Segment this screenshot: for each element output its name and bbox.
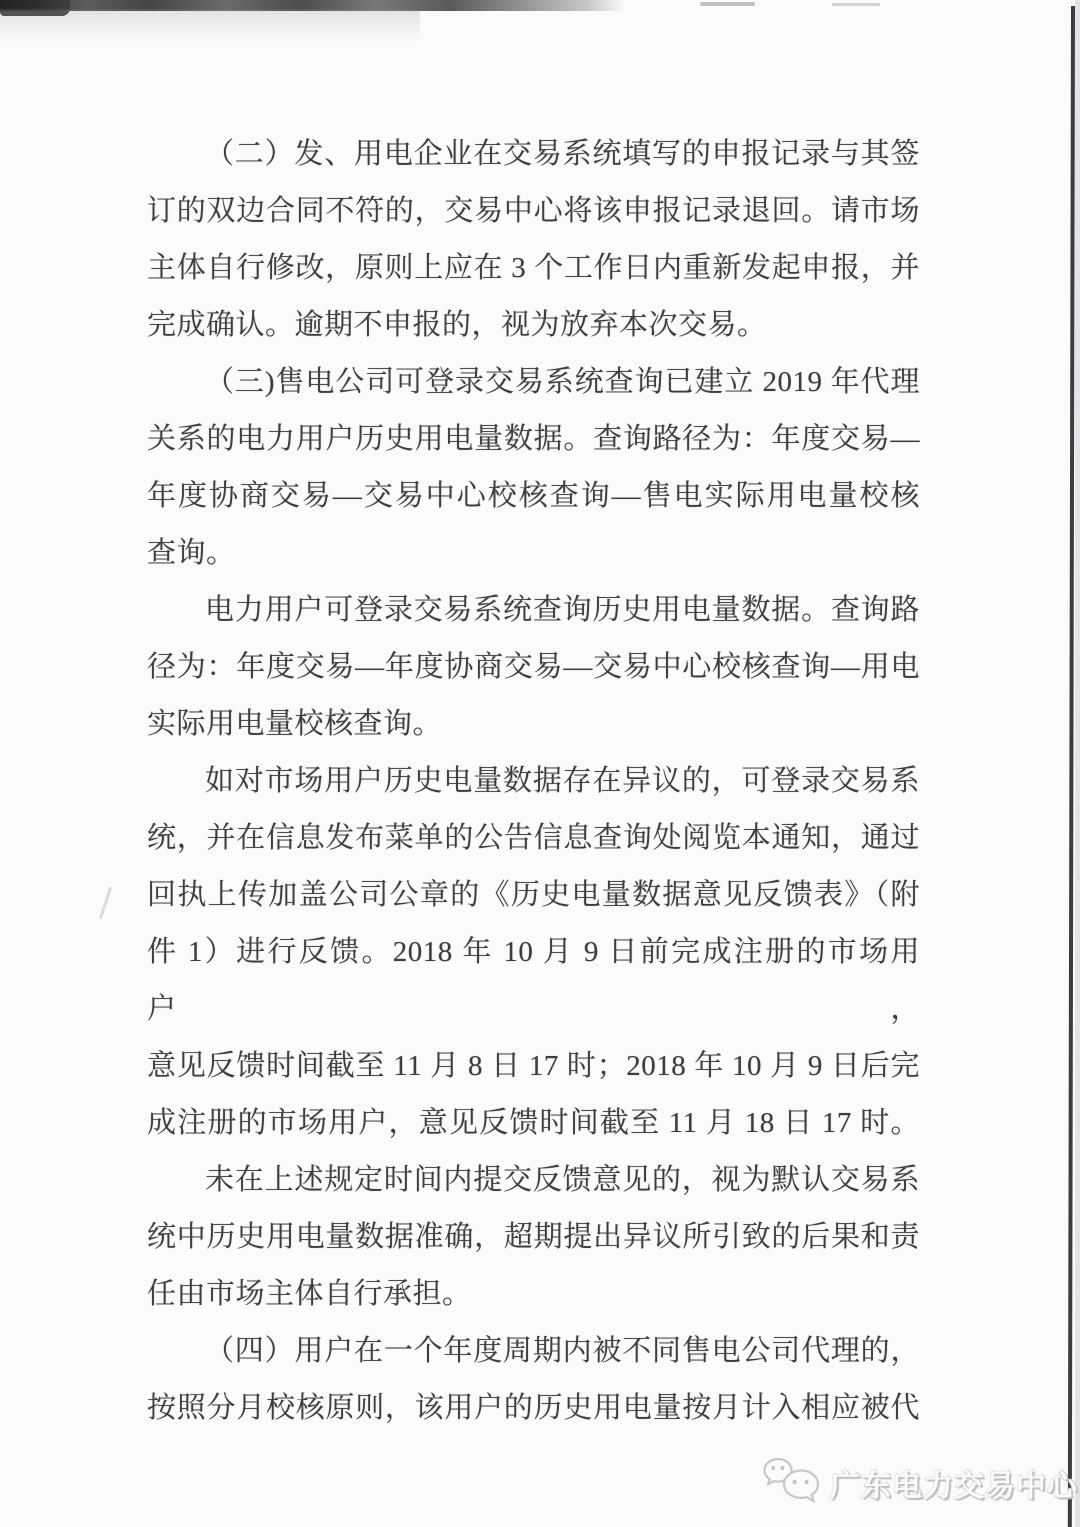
text-line: 任由市场主体自行承担。	[147, 1278, 472, 1310]
text-line: 订的双边合同不符的，交易中心将该申报记录退回。请市场	[147, 195, 920, 227]
text-line: 年度协商交易—交易中心校核查询—售电实际用电量校核	[147, 480, 920, 512]
text-line: （三)售电公司可登录交易系统查询已建立 2019 年代理	[205, 366, 920, 398]
text-line: 意见反馈时间截至 11 月 8 日 17 时；2018 年 10 月 9 日后完	[147, 1050, 920, 1082]
text-line: 统，并在信息发布菜单的公告信息查询处阅览本通知，通过	[147, 822, 920, 854]
text-line: 径为：年度交易—年度协商交易—交易中心校核查询—用电	[147, 651, 920, 683]
scan-smudge-wash	[0, 9, 420, 43]
text-line: 如对市场用户历史电量数据存在异议的，可登录交易系	[205, 765, 920, 797]
text-line: 未在上述规定时间内提交反馈意见的，视为默认交易系	[205, 1164, 920, 1196]
scan-smudge-fragment	[700, 2, 755, 6]
text-line: 统中历史用电量数据准确，超期提出异议所引致的后果和责	[147, 1221, 920, 1253]
footer-watermark	[762, 1455, 1078, 1511]
text-line: 按照分月校核原则，该用户的历史用电量按月计入相应被代	[147, 1392, 920, 1424]
text-line: （四）用户在一个年度周期内被不同售电公司代理的，	[205, 1335, 920, 1367]
scan-edge-strip	[1075, 0, 1080, 1527]
page-edge-line	[1068, 6, 1075, 1527]
document-body	[147, 126, 920, 1437]
text-line: 电力用户可登录交易系统查询历史用电量数据。查询路	[205, 594, 920, 626]
text-line: 查询。	[147, 537, 236, 569]
scan-smudge-fragment	[832, 3, 880, 6]
text-line: 完成确认。逾期不申报的，视为放弃本次交易。	[147, 309, 767, 341]
scan-margin-artifact	[99, 886, 112, 919]
text-line: 成注册的市场用户，意见反馈时间截至 11 月 18 日 17 时。	[147, 1107, 920, 1139]
wechat-icon	[762, 1456, 824, 1510]
text-line: 回执上传加盖公司公章的《历史电量数据意见反馈表》（附	[147, 879, 920, 911]
text-line: 主体自行修改，原则上应在 3 个工作日内重新发起申报，并	[147, 252, 920, 284]
text-line: 关系的电力用户历史用电量数据。查询路径为：年度交易—	[147, 423, 920, 455]
text-line: 实际用电量校核查询。	[147, 708, 443, 740]
text-line: 件 1）进行反馈。2018 年 10 月 9 日前完成注册的市场用户，	[147, 936, 920, 1025]
watermark-text: 广东电力交易中心	[830, 1470, 1078, 1503]
text-line: （二）发、用电企业在交易系统填写的申报记录与其签	[205, 138, 920, 170]
